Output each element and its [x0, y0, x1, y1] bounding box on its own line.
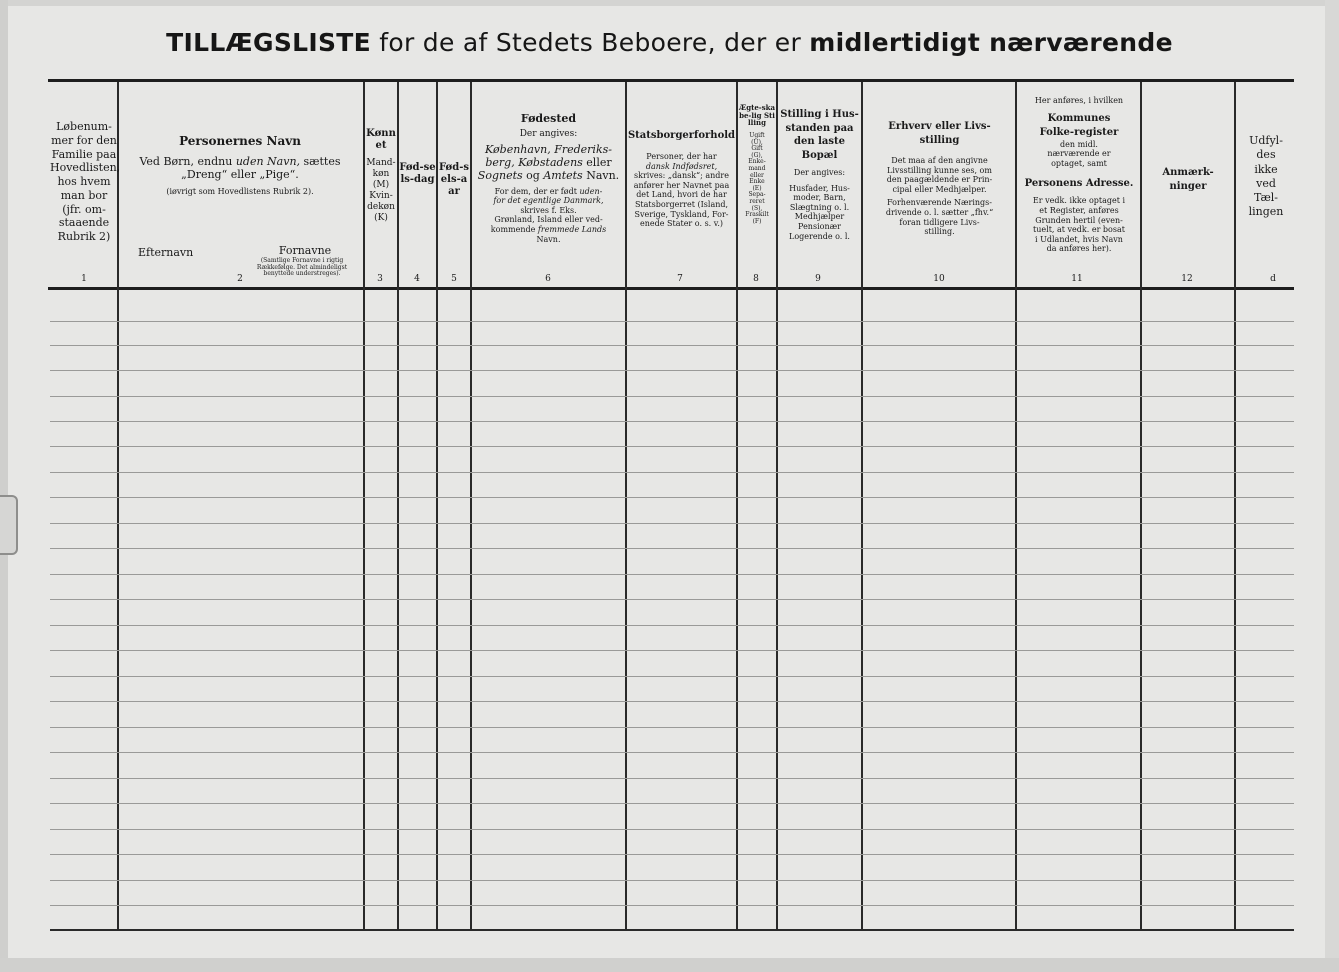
- col4-header: [399, 162, 436, 186]
- ruled-line: [50, 548, 1294, 549]
- col6-line-h: kommende: [490, 224, 536, 234]
- ruled-line: [50, 854, 1294, 855]
- ruled-line: [50, 472, 1294, 473]
- col-number: 3: [377, 274, 383, 284]
- col5-heading: Fød-sels-aar: [439, 162, 469, 198]
- col3-line: Mand-: [366, 158, 396, 169]
- col11-pre: Her anføres, i hvilken: [1034, 96, 1124, 105]
- col11-line: Er vedk. ikke optaget i: [1032, 196, 1126, 206]
- col10-line: Livsstilling kunne ses, om: [887, 165, 992, 175]
- col9-line: Logerende o. l.: [789, 231, 850, 241]
- col1-line: Rubrik 2): [57, 230, 111, 243]
- col6-plain-c: og: [526, 169, 540, 183]
- ruled-line: [50, 880, 1294, 881]
- col3-line: dekøn: [367, 202, 395, 213]
- col10-line: Det maa af den angivne: [891, 156, 988, 165]
- col6-italic-c2: Amtets: [543, 169, 583, 183]
- col-number: 5: [451, 274, 457, 284]
- col11-header: [1018, 96, 1140, 254]
- col-number: 12: [1181, 274, 1193, 284]
- ruled-line: [50, 421, 1294, 422]
- col2-body-b: „Dreng“ eller „Pige“.: [181, 168, 299, 182]
- col6-line-i: Navn.: [536, 234, 561, 244]
- col11-line: da anføres her).: [1046, 244, 1112, 254]
- col-number: 11: [1071, 274, 1083, 284]
- col11-heading2: Personens Adresse.: [1024, 178, 1134, 190]
- ruled-line: [50, 829, 1294, 830]
- ruled-line: [50, 676, 1294, 677]
- ruled-line: [50, 701, 1294, 702]
- cold-line: des: [1256, 148, 1276, 162]
- col2-body-a2: sættes: [303, 154, 341, 168]
- col6-heading: Fødested: [520, 112, 577, 125]
- col11-line: tuelt, at vedk. er bosat: [1033, 225, 1125, 235]
- ruled-line: [50, 497, 1294, 498]
- col6-italic-a: København, Frederiks-: [485, 142, 612, 156]
- col6-italic-h: fremmede Lands: [537, 224, 607, 234]
- paper-edge-left: [0, 0, 8, 972]
- col8-heading: Ægte-skabe-lig Stilling: [738, 103, 776, 128]
- col8-line: (U),: [751, 138, 763, 146]
- col10-line: cipal eller Medhjælper.: [892, 184, 987, 194]
- col6-plain-c2: Navn.: [586, 169, 620, 183]
- col1-header: [50, 120, 121, 244]
- col8-header: [738, 104, 776, 225]
- paper-edge-right: [1325, 0, 1339, 972]
- col8-line: Ugift: [749, 132, 765, 140]
- col9-heading: Stilling i Hus-standen paa den laste Bopæl: [780, 109, 859, 161]
- col8-line: (E): [752, 184, 762, 192]
- col3-line: Kvin-: [369, 191, 393, 202]
- col10-header: [864, 120, 1015, 237]
- ruled-line: [50, 625, 1294, 626]
- col7-line: anfører her Navnet paa: [633, 180, 730, 190]
- col2-sub-right-note: (Samtlige Fornavne i rigtig Rækkefølge. Det almindeligst benyttede understreges).: [256, 257, 348, 278]
- col9-line: Pensionær: [798, 221, 841, 231]
- col12-header: [1160, 166, 1216, 194]
- col9-header: [778, 108, 861, 241]
- col2-body-a-italic: uden Navn,: [235, 154, 301, 168]
- ruled-line: [50, 446, 1294, 447]
- ruled-line: [50, 396, 1294, 397]
- paper-clip-icon: [0, 495, 18, 555]
- col6-line-d: For dem, der er født: [494, 186, 577, 196]
- col2-header: [120, 134, 360, 197]
- col7-line: Sverige, Tyskland, For-: [634, 209, 729, 219]
- col8-line: (F): [752, 217, 762, 225]
- col-number: 9: [815, 274, 821, 284]
- col1-line: (jfr. om-: [62, 202, 106, 216]
- col3-header: [365, 128, 397, 224]
- col10-heading: Erhverv eller Livs-stilling: [888, 121, 991, 146]
- col7-line: enede Stater o. s. v.): [640, 219, 723, 229]
- col10-line: drivende o. l. sætter „fhv.“: [885, 207, 994, 217]
- col7-heading: Statsborgerforhold: [627, 130, 736, 141]
- col7-line: Personer, der har: [646, 152, 717, 161]
- ruled-line: [50, 727, 1294, 728]
- col-number: 1: [81, 274, 87, 284]
- col10-line: foran tidligere Livs-: [899, 217, 980, 227]
- col8-line: eller: [750, 171, 764, 179]
- cold-line: Udfyl-: [1249, 134, 1283, 147]
- title-part-2: for de af Stedets Beboere, der er: [379, 28, 802, 57]
- ruled-line: [50, 778, 1294, 779]
- col8-line: Enke-: [748, 158, 766, 166]
- col8-line: (G),: [751, 151, 763, 159]
- col-number: d: [1270, 274, 1276, 284]
- col-number: 4: [414, 274, 420, 284]
- col8-line: Gift: [751, 145, 763, 153]
- col-number: 8: [753, 274, 759, 284]
- ruled-line: [50, 803, 1294, 804]
- ruled-line: [50, 370, 1294, 371]
- form-title: [0, 28, 1339, 57]
- cold-line: lingen: [1248, 205, 1284, 219]
- col-number: 10: [933, 274, 945, 284]
- col6-italic-c: Sognets: [477, 169, 523, 183]
- col10-line: stilling.: [924, 227, 955, 237]
- col1-line: man bor: [60, 188, 108, 202]
- col6-line-g: Grønland, Island eller ved-: [494, 215, 603, 225]
- col6-line-f: skrives f. Eks.: [520, 205, 577, 215]
- col11-line: Grunden hertil (even-: [1035, 215, 1123, 225]
- col2-body-a: Ved Børn, endnu: [139, 154, 233, 168]
- col1-line: Familie paa: [51, 147, 117, 161]
- col-number: 6: [545, 274, 551, 284]
- col8-line: (S),: [751, 204, 763, 212]
- ruled-line: [50, 574, 1294, 575]
- col7-line: skrives: „dansk“; andre: [633, 171, 729, 181]
- col1-line: Løbenum-: [56, 120, 112, 133]
- col8-line: mand: [748, 165, 766, 173]
- col3-line: (M): [372, 180, 390, 191]
- col8-line: Fraskilt: [745, 211, 769, 219]
- col2-note: (iøvrigt som Hovedlistens Rubrik 2).: [166, 187, 314, 197]
- col-number: 7: [677, 274, 683, 284]
- col7-header: [627, 130, 736, 229]
- col11-line: i Udlandet, hvis Navn: [1035, 234, 1123, 244]
- col5-header: [438, 162, 470, 199]
- col7-line: det Land, hvori de har: [636, 190, 727, 200]
- title-part-3: midlertidigt nærværende: [809, 28, 1173, 57]
- col3-heading: Kønnet: [366, 128, 396, 152]
- col3-line: køn: [372, 169, 390, 180]
- col6-sub: Der angives:: [519, 129, 578, 140]
- col11-line: et Register, anføres: [1039, 205, 1119, 215]
- paper-edge-bottom: [0, 958, 1339, 972]
- ruled-line: [50, 321, 1294, 322]
- cold-line: Tæl-: [1253, 191, 1279, 205]
- col6-italic-e: for det egentlige Danmark,: [493, 196, 604, 206]
- col10-line: Forhenværende Nærings-: [887, 198, 992, 208]
- col9-line: Slægtning o. l.: [789, 202, 850, 212]
- col12-heading: Anmærk-ninger: [1162, 167, 1214, 192]
- col6-header: [473, 112, 624, 244]
- col1-line: hos hvem: [57, 175, 111, 188]
- ruled-line: [50, 905, 1294, 906]
- title-part-1: TILLÆGSLISTE: [166, 28, 371, 57]
- col11-mid: den midl. nærværende er optaget, samt: [1047, 139, 1111, 168]
- bottom-rule: [50, 929, 1294, 931]
- col2-sub-right: Fornavne: [278, 244, 332, 257]
- col4-heading: Fød-sels-dag: [399, 162, 436, 186]
- col9-line: Medhjælper: [794, 212, 845, 222]
- ruled-line: [50, 345, 1294, 346]
- ruled-line: [50, 650, 1294, 651]
- col8-line: reret: [749, 198, 765, 205]
- header-rule: [48, 287, 1294, 290]
- ruled-line: [50, 752, 1294, 753]
- col8-line: Sepa-: [748, 191, 766, 199]
- col1-line: Hovedlisten,: [50, 161, 121, 175]
- col8-line: Enke: [749, 178, 765, 186]
- ruled-line: [50, 523, 1294, 524]
- col9-line: moder, Barn,: [793, 193, 846, 203]
- col9-line: Husfader, Hus-: [789, 183, 850, 193]
- col7-line: Statsborgerret (Island,: [634, 199, 729, 209]
- col1-line: mer for den: [51, 133, 117, 147]
- col10-line: den paagældende er Prin-: [886, 175, 993, 185]
- cold-header: [1236, 134, 1296, 220]
- col6-plain-b: eller: [586, 156, 612, 170]
- col2-sub-left: Efternavn: [138, 246, 194, 259]
- col11-heading: Kommunes Folke-register: [1039, 112, 1119, 138]
- col6-italic-b: berg, Købstadens: [485, 156, 583, 170]
- col7-line: dansk Indfødsret,: [645, 161, 718, 171]
- cold-line: ikke: [1254, 162, 1278, 176]
- col2-heading: Personernes Navn: [179, 134, 301, 148]
- col6-italic-d: uden-: [579, 186, 603, 196]
- ruled-line: [50, 599, 1294, 600]
- col1-line: staaende: [58, 216, 110, 230]
- col-number: 2: [237, 274, 243, 284]
- col9-sub: Der angives:: [793, 168, 846, 177]
- col3-line: (K): [374, 213, 388, 224]
- top-rule: [48, 79, 1294, 82]
- paper-edge-top: [0, 0, 1339, 6]
- cold-line: ved: [1256, 176, 1276, 190]
